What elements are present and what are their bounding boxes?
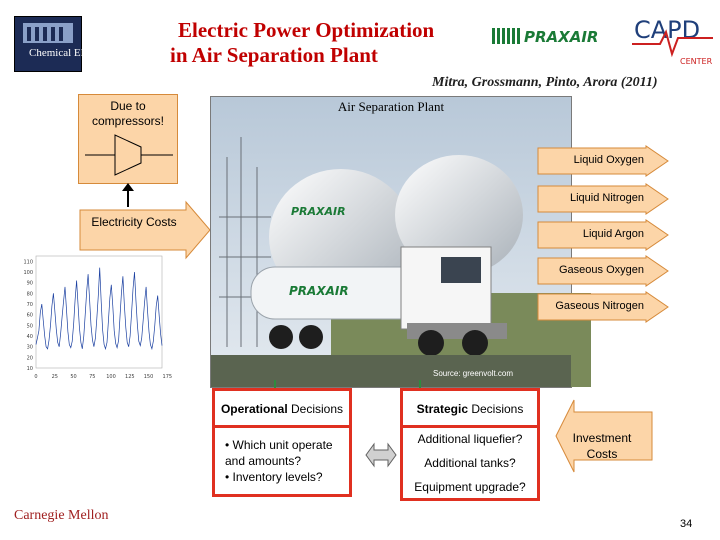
compressor-box	[78, 94, 178, 184]
operational-decisions-body	[212, 425, 352, 497]
product-arrow-gaseous-oxygen	[538, 256, 668, 286]
product-label: Gaseous Oxygen	[559, 264, 644, 276]
y-tick-label: 20	[26, 355, 33, 362]
plant-label: Air Separation Plant	[337, 99, 445, 114]
product-arrow-liquid-oxygen	[538, 146, 668, 176]
photo-source: Source: greenvolt.com	[433, 369, 514, 378]
strategic-item: Equipment upgrade?	[414, 480, 526, 494]
page-number: 34	[680, 518, 693, 530]
capd-logo	[630, 8, 715, 68]
x-tick-label: 150	[143, 374, 154, 380]
strategic-decisions-header	[400, 388, 540, 428]
operational-item: • Inventory levels?	[225, 470, 323, 484]
compressor-label: Due to compressors!	[91, 99, 165, 128]
y-tick-label: 80	[26, 291, 33, 298]
operational-item: and amounts?	[225, 454, 302, 468]
air-separation-plant-photo	[210, 96, 572, 388]
x-tick-label: 175	[162, 374, 173, 380]
product-arrow-gaseous-nitrogen	[538, 292, 668, 322]
strategic-bold: Strategic	[416, 402, 468, 416]
product-label: Liquid Argon	[582, 228, 644, 240]
y-tick-label: 70	[26, 302, 33, 308]
investment-costs-label: Investment Costs	[572, 431, 632, 461]
carnegie-mellon-logo: Carnegie Mellon	[14, 508, 109, 523]
y-tick-label: 100	[23, 270, 33, 276]
x-tick-label: 50	[70, 374, 77, 380]
electricity-cost-arrow	[80, 202, 210, 258]
y-tick-label: 110	[23, 259, 33, 266]
x-tick-label: 100	[106, 374, 116, 380]
electricity-price-chart	[20, 252, 173, 382]
product-label: Liquid Nitrogen	[570, 192, 644, 204]
title-line-2: in Air Separation Plant	[170, 43, 378, 67]
strategic-item: Additional liquefier?	[417, 432, 523, 446]
capd-center-text: CENTER	[680, 57, 713, 66]
double-arrow-icon	[366, 438, 396, 472]
x-tick-label: 75	[89, 374, 96, 380]
product-label: Gaseous Nitrogen	[555, 300, 644, 312]
trailer-praxair-text: PRAXAIR	[289, 284, 349, 298]
chemical-engineering-logo	[14, 16, 149, 72]
operational-bold: Operational	[220, 402, 288, 416]
x-tick-label: 25	[51, 374, 58, 380]
plant-illustration	[211, 97, 571, 387]
operational-item: • Which unit operate	[225, 438, 333, 452]
tank-praxair-text: PRAXAIR	[291, 205, 346, 218]
praxair-logo-text: PRAXAIR	[524, 28, 599, 46]
strategic-item: Additional tanks?	[424, 456, 516, 470]
strategic-rest: Decisions	[468, 402, 524, 416]
y-tick-label: 40	[26, 334, 33, 340]
authors: Mitra, Grossmann, Pinto, Arora (2011)	[432, 75, 658, 90]
operational-rest: Decisions	[287, 402, 344, 416]
praxair-logo	[490, 26, 616, 46]
y-tick-label: 90	[26, 280, 33, 287]
capd-logo-text: CAPD	[634, 16, 701, 44]
x-tick-label: 0	[34, 374, 38, 380]
y-tick-label: 50	[26, 323, 33, 330]
operational-header-text	[215, 402, 349, 416]
product-arrow-liquid-nitrogen	[538, 184, 668, 214]
slide-title	[160, 18, 490, 68]
y-tick-label: 10	[26, 366, 33, 372]
title-line-1: Electric Power Optimization	[178, 18, 435, 42]
product-arrow-liquid-argon	[538, 220, 668, 250]
y-tick-label: 60	[26, 312, 33, 319]
y-tick-label: 30	[26, 344, 33, 351]
building-icon	[15, 17, 81, 71]
chem-eng-logo-text: Chemical ENGINEERING	[29, 47, 149, 59]
strategic-decisions-body	[400, 425, 540, 501]
electricity-costs-label: Electricity Costs	[91, 215, 177, 229]
compressor-symbol-icon	[79, 131, 179, 179]
operational-decisions-header	[212, 388, 352, 428]
strategic-header-text	[403, 402, 537, 416]
x-tick-label: 125	[125, 374, 135, 380]
product-label: Liquid Oxygen	[573, 154, 644, 166]
